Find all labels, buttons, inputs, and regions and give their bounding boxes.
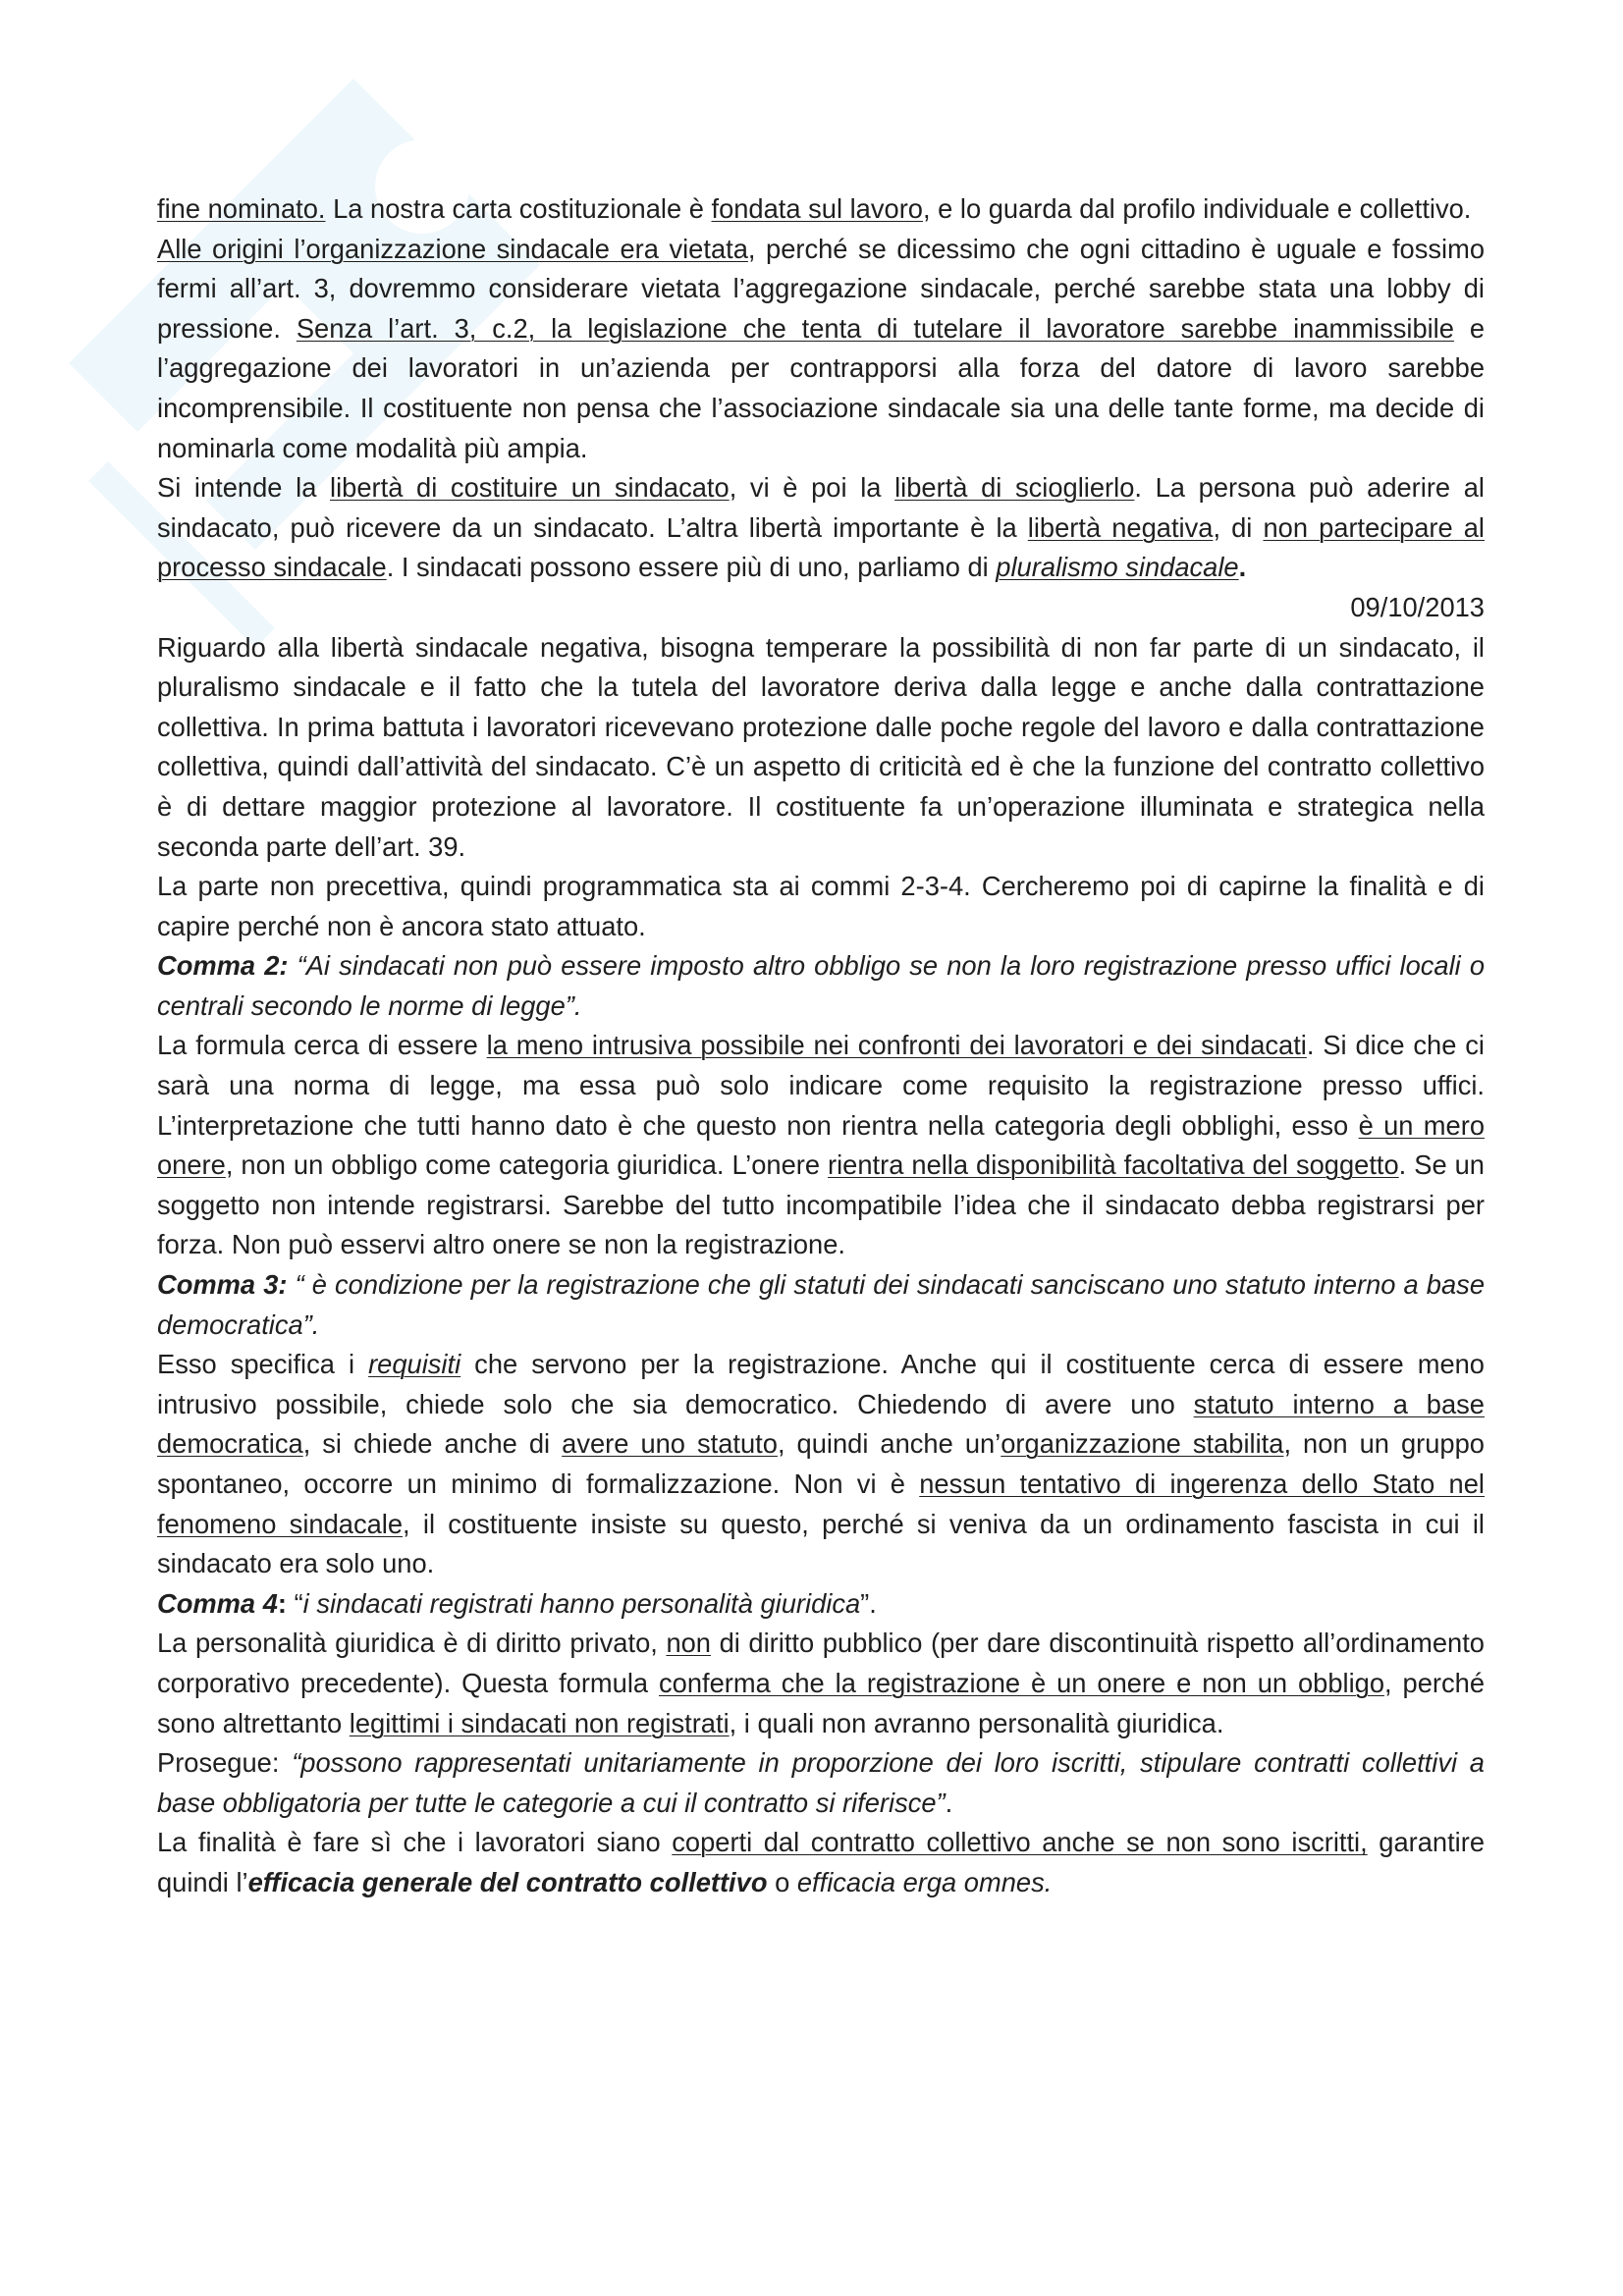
text-run: La nostra carta costituzionale è (325, 193, 712, 224)
text-run: libertà di costituire un sindacato (330, 472, 730, 504)
text-run: libertà di scioglierlo (894, 472, 1135, 504)
text-run: requisiti (368, 1349, 461, 1380)
text-run: : (277, 1587, 287, 1619)
text-run: garantire quindi l’ (157, 1827, 1486, 1897)
text-run: , di (1213, 511, 1264, 543)
text-run: 09/10/2013 (1350, 591, 1485, 622)
text-run: organizzazione stabilita (1001, 1428, 1284, 1460)
text-run: , e lo guarda dal profilo individuale e collettivo. (922, 193, 1472, 224)
text-run: , si chiede anche di (302, 1428, 563, 1460)
paragraph (157, 468, 1485, 588)
paragraph (157, 230, 1485, 469)
text-run: libertà negativa (1027, 511, 1214, 543)
paragraph (157, 628, 1485, 868)
paragraph (157, 189, 1485, 230)
paragraph (157, 1026, 1485, 1265)
text-run: , non un obbligo come categoria giuridica. L’onere (225, 1149, 829, 1181)
text-run: di diritto pubblico (per dare discontinuità rispetto all’ordinamento corporativo precedente). Questa formula (157, 1628, 1485, 1698)
paragraph (157, 1823, 1485, 1902)
text-run: efficacia erga omnes. (796, 1866, 1053, 1897)
text-run: . (945, 1787, 953, 1818)
text-run: Esso specifica i (157, 1349, 369, 1380)
text-run: Si intende la (157, 472, 331, 504)
text-run: nessun tentativo di ingerenza dello Stato nel fenomeno sindacale (157, 1468, 1485, 1539)
text-run: ”. (860, 1587, 877, 1619)
document-body (157, 189, 1485, 1903)
text-run: , il costituente insiste su questo, perché si veniva da un ordinamento fascista in cui il sindacato era solo uno. (157, 1508, 1485, 1579)
text-run: “possono rappresentati unitariamente in proporzione dei loro iscritti, stipulare contratti collettivi a base obbligatoria per tutte le categorie a cui il contratto si riferisce” (157, 1747, 1485, 1818)
paragraph (157, 1743, 1485, 1823)
text-run: . Si dice che ci sarà una norma di legge, ma essa può solo indicare come requisito la registrazione presso uffici. L’interpretazione che tutti hanno dato è che questo non rientra nella categoria degli obblighi, esso (157, 1030, 1485, 1141)
text-run: o (767, 1866, 797, 1897)
text-run: La finalità è fare sì che i lavoratori siano (157, 1827, 673, 1858)
text-run: “Ai sindacati non può essere imposto altro obbligo se non la loro registrazione presso uffici locali o centrali secondo le norme di legge”. (157, 950, 1485, 1021)
text-run: rientra nella disponibilità facoltativa del soggetto (828, 1149, 1399, 1181)
text-run: la meno intrusiva possibile nei confronti dei lavoratori e dei sindacati (486, 1030, 1307, 1061)
text-run: efficacia generale del contratto collettivo (247, 1866, 768, 1897)
text-run: fondata sul lavoro (711, 193, 923, 224)
text-run: coperti dal contratto collettivo anche se non sono iscritti, (672, 1827, 1368, 1858)
text-run: Comma 2: (157, 950, 289, 982)
text-run: , i quali non avranno personalità giuridica. (729, 1707, 1224, 1738)
text-run: “ è condizione per la registrazione che gli statuti dei sindacati sanciscano uno statuto interno a base democratica”. (157, 1269, 1486, 1340)
text-run: e l’aggregazione dei lavoratori in un’azienda per contrapporsi alla forza del datore di lavoro sarebbe incomprensibile. Il costituente non pensa che l’associazione sindacale sia una delle tante forme, ma decide di nominarla come modalità più ampia. (157, 312, 1486, 463)
text-run: Alle origini l’organizzazione sindacale era vietata (157, 233, 748, 264)
text-run: che servono per la registrazione. Anche qui il costituente cerca di essere meno intrusivo possibile, chiede solo che sia democratico. Chiedendo di avere uno (157, 1349, 1485, 1419)
text-run: . I sindacati possono essere più di uno, parliamo di (386, 552, 997, 583)
text-run: non partecipare al processo sindacale (157, 511, 1485, 583)
text-run: non (666, 1628, 711, 1659)
text-run: pluralismo sindacale (996, 552, 1239, 583)
text-run: avere uno statuto (562, 1428, 778, 1460)
text-run: . Se un soggetto non intende registrarsi. Sarebbe del tutto incompatibile l’idea che il sindacato debba registrarsi per forza. Non può esservi altro onere se non la registrazione. (157, 1149, 1485, 1260)
text-run: , perché se dicessimo che ogni cittadino è uguale e fossimo fermi all’art. 3, dovremmo considerare vietata l’aggregazione sindacale, perché sarebbe stata una lobby di pressione. (157, 233, 1486, 344)
text-run: , non un gruppo spontaneo, occorre un minimo di formalizzazione. Non vi è (157, 1428, 1485, 1499)
text-run: , quindi anche un’ (777, 1428, 1001, 1460)
lecture-date (157, 588, 1485, 628)
text-run: La parte non precettiva, quindi programmatica sta ai commi 2-3-4. Cercheremo poi di capirne la finalità e di capire perché non è ancora stato attuato. (157, 871, 1485, 941)
text-run: Riguardo alla libertà sindacale negativa, bisogna temperare la possibilità di non far parte di un sindacato, il pluralismo sindacale e il fatto che la tutela del lavoratore deriva dalla legge e anche dalla contrattazione collettiva. In prima battuta i lavoratori ricevevano protezione dalle poche regole del lavoro e dalla contrattazione collettiva, quindi dall’attività del sindacato. C’è un aspetto di criticità ed è che la funzione del contratto collettivo è di dettare maggior protezione al lavoratore. Il costituente fa un’operazione illuminata e strategica nella seconda parte dell’art. 39. (157, 631, 1485, 862)
text-run: Comma 3: (157, 1269, 288, 1301)
paragraph (157, 1584, 1485, 1625)
text-run: Comma 4 (157, 1587, 278, 1619)
text-run: La formula cerca di essere (157, 1030, 487, 1061)
text-run: Prosegue: (157, 1747, 293, 1779)
paragraph (157, 1624, 1485, 1743)
text-run: , vi è poi la (729, 472, 895, 504)
text-run: legittimi i sindacati non registrati (349, 1707, 730, 1738)
text-run: i sindacati registrati hanno personalità giuridica (302, 1587, 861, 1619)
text-run: statuto interno a base democratica (157, 1388, 1485, 1460)
text-run: “ (286, 1587, 303, 1619)
text-run: . (1238, 552, 1247, 583)
text-run: La personalità giuridica è di diritto privato, (157, 1628, 667, 1659)
text-run: fine nominato. (157, 193, 326, 224)
text-run: . La persona può aderire al sindacato, può ricevere da un sindacato. L’altra libertà importante è la (157, 472, 1486, 543)
paragraph (157, 1345, 1485, 1584)
text-run: Senza l’art. 3, c.2, la legislazione che tenta di tutelare il lavoratore sarebbe inammissibile (296, 312, 1454, 344)
text-run: , perché sono altrettanto (157, 1667, 1485, 1738)
paragraph (157, 867, 1485, 946)
paragraph (157, 946, 1485, 1026)
text-run: conferma che la registrazione è un onere e non un obbligo (659, 1667, 1385, 1698)
text-run: è un mero onere (157, 1109, 1486, 1181)
paragraph (157, 1265, 1485, 1345)
